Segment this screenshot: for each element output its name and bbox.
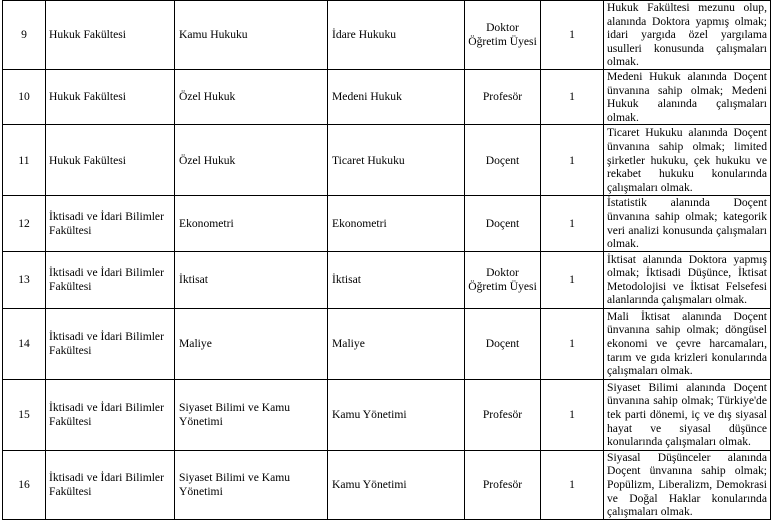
count-cell: 1 <box>541 308 604 379</box>
field-cell: Ekonometri <box>328 196 465 251</box>
table-row <box>3 308 771 379</box>
count-cell: 1 <box>541 251 604 308</box>
field-cell: Ticaret Hukuku <box>328 125 465 196</box>
row-number: 9 <box>3 1 46 70</box>
row-number: 10 <box>3 69 46 124</box>
requirement-cell: Ticaret Hukuku alanında Doçent ünvanına sahip olmak; limited şirketler hukuku, çek hukuku ve rekabet hukuku konularında çalışmaları olmak. <box>604 125 771 196</box>
department-cell: Kamu Hukuku <box>175 1 328 70</box>
department-cell: Ekonometri <box>175 196 328 251</box>
department-cell: Siyaset Bilimi ve Kamu Yönetimi <box>175 379 328 450</box>
title-cell: Doçent <box>465 308 541 379</box>
title-cell: Profesör <box>465 379 541 450</box>
field-cell: Medeni Hukuk <box>328 69 465 124</box>
department-cell: Maliye <box>175 308 328 379</box>
faculty-cell: İktisadi ve İdari Bilimler Fakültesi <box>46 251 175 308</box>
title-cell: Doktor Öğretim Üyesi <box>465 1 541 70</box>
row-number: 12 <box>3 196 46 251</box>
department-cell: Özel Hukuk <box>175 69 328 124</box>
faculty-cell: Hukuk Fakültesi <box>46 69 175 124</box>
row-number: 14 <box>3 308 46 379</box>
faculty-cell: İktisadi ve İdari Bilimler Fakültesi <box>46 308 175 379</box>
title-cell: Doçent <box>465 196 541 251</box>
requirement-cell: Hukuk Fakültesi mezunu olup, alanında Doktora yapmış olmak; idari yargıda özel yargılama usulleri konusunda çalışmaları olmak. <box>604 1 771 70</box>
field-cell: İdare Hukuku <box>328 1 465 70</box>
row-number: 16 <box>3 450 46 519</box>
faculty-cell: İktisadi ve İdari Bilimler Fakültesi <box>46 379 175 450</box>
title-cell: Profesör <box>465 69 541 124</box>
row-number: 15 <box>3 379 46 450</box>
field-cell: İktisat <box>328 251 465 308</box>
table-row <box>3 379 771 450</box>
table-row <box>3 196 771 251</box>
count-cell: 1 <box>541 69 604 124</box>
count-cell: 1 <box>541 125 604 196</box>
department-cell: Özel Hukuk <box>175 125 328 196</box>
requirement-cell: İktisat alanında Doktora yapmış olmak; İktisadi Düşünce, İktisat Metodolojisi ve İktisat Felsefesi alanlarında çalışmaları olmak. <box>604 251 771 308</box>
requirement-cell: Medeni Hukuk alanında Doçent ünvanına sahip olmak; Medeni Hukuk alanında çalışmaları olmak. <box>604 69 771 124</box>
table-row <box>3 450 771 519</box>
row-number: 13 <box>3 251 46 308</box>
requirement-cell: Mali İktisat alanında Doçent ünvanına sahip olmak; döngüsel ekonomi ve çevre harcamaları, tarım ve gıda krizleri konularında çalışmaları olmak. <box>604 308 771 379</box>
department-cell: Siyaset Bilimi ve Kamu Yönetimi <box>175 450 328 519</box>
field-cell: Kamu Yönetimi <box>328 379 465 450</box>
row-number: 11 <box>3 125 46 196</box>
faculty-cell: Hukuk Fakültesi <box>46 125 175 196</box>
title-cell: Doçent <box>465 125 541 196</box>
count-cell: 1 <box>541 379 604 450</box>
count-cell: 1 <box>541 196 604 251</box>
department-cell: İktisat <box>175 251 328 308</box>
faculty-cell: İktisadi ve İdari Bilimler Fakültesi <box>46 450 175 519</box>
title-cell: Profesör <box>465 450 541 519</box>
count-cell: 1 <box>541 450 604 519</box>
table-row <box>3 251 771 308</box>
count-cell: 1 <box>541 1 604 70</box>
faculty-cell: İktisadi ve İdari Bilimler Fakültesi <box>46 196 175 251</box>
title-cell: Doktor Öğretim Üyesi <box>465 251 541 308</box>
field-cell: Kamu Yönetimi <box>328 450 465 519</box>
requirement-cell: İstatistik alanında Doçent ünvanına sahip olmak; kategorik veri analizi konusunda çalışmaları olmak. <box>604 196 771 251</box>
position-table <box>2 0 771 520</box>
requirement-cell: Siyaset Bilimi alanında Doçent ünvanına sahip olmak; Türkiye'de tek parti dönemi, iç ve dış siyasal hayat ve siyasal düşünce konularında çalışmaları olmak. <box>604 379 771 450</box>
requirement-cell: Siyasal Düşünceler alanında Doçent ünvanına sahip olmak; Popülizm, Liberalizm, Demokrasi ve Doğal Haklar konularında çalışmaları olmak. <box>604 450 771 519</box>
field-cell: Maliye <box>328 308 465 379</box>
faculty-cell: Hukuk Fakültesi <box>46 1 175 70</box>
table-row <box>3 1 771 70</box>
table-row <box>3 125 771 196</box>
table-row <box>3 69 771 124</box>
